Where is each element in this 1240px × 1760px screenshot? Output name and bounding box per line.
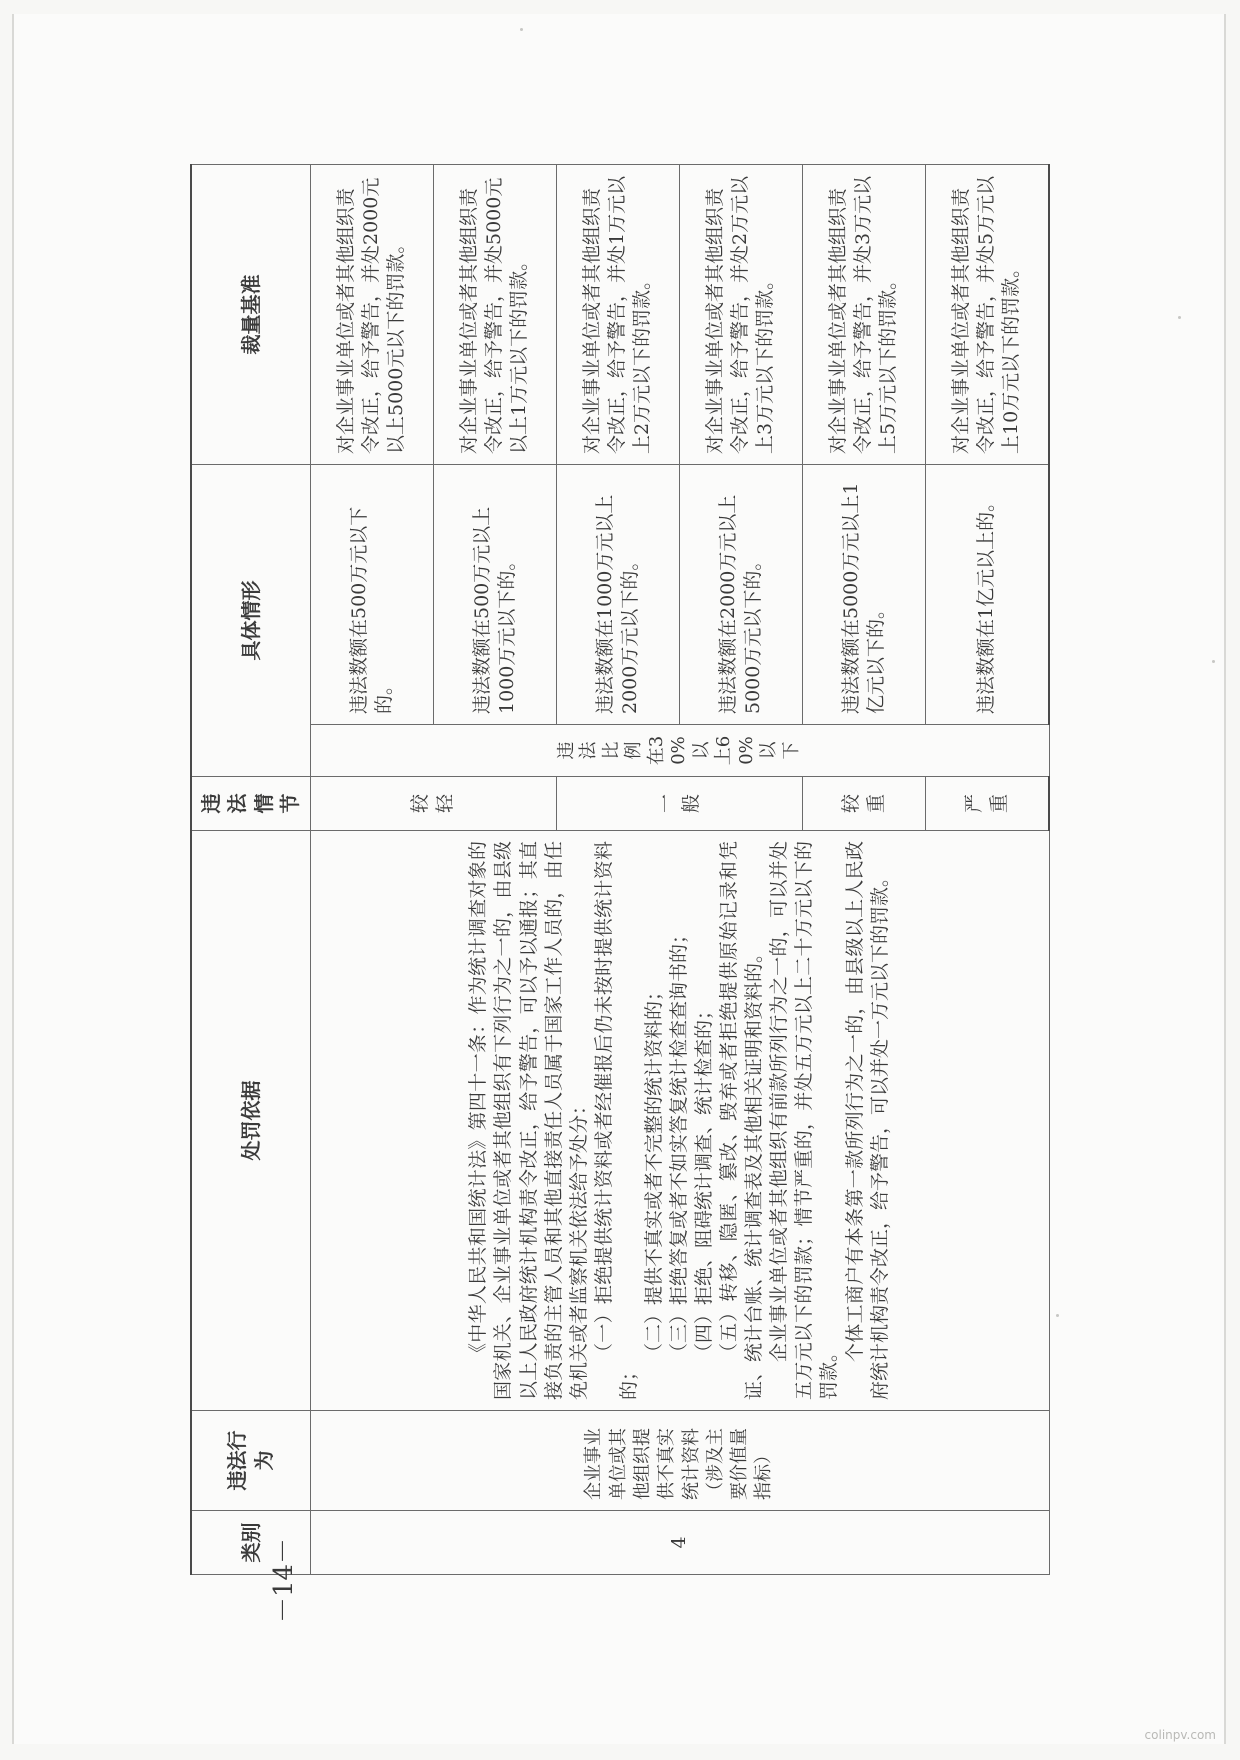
detail-cell: 违法数额在1000万元以上2000万元以下的。	[556, 465, 679, 725]
circumstance-general: 一般	[556, 777, 802, 831]
penalty-discretion-table	[190, 164, 1050, 1575]
violation-act: 企业事业单位或其他组织提供不真实统计资料（涉及主要价值量指标）	[310, 1411, 1049, 1511]
category-number: 4	[310, 1511, 1049, 1575]
penalty-basis	[310, 831, 1049, 1411]
rotated-page-content	[180, 175, 1060, 1595]
scan-speck	[1212, 660, 1215, 663]
basis-paragraph: （一）拒绝提供统计资料或者经催报后仍未按时提供统计资料的；	[592, 841, 640, 1400]
detail-cell: 违法数额在1亿元以上的。	[925, 465, 1049, 725]
header-category: 类别	[191, 1511, 310, 1575]
standard-cell: 对企业事业单位或者其他组织责令改正，给予警告，并处1万元以上2万元以下的罚款。	[556, 165, 679, 465]
header-act: 违法行为	[191, 1411, 310, 1511]
scan-right-edge	[1224, 14, 1226, 1744]
page-number	[262, 1520, 302, 1640]
basis-paragraph: （三）拒绝答复或者不如实答复统计检查查询书的；	[667, 924, 690, 1362]
scan-speck	[1056, 1314, 1059, 1317]
standard-cell: 对企业事业单位或者其他组织责令改正，给予警告，并处2000元以上5000元以下的罚款。	[310, 165, 433, 465]
detail-cell: 违法数额在5000万元以上1亿元以下的。	[802, 465, 925, 725]
header-basis: 处罚依据	[191, 831, 310, 1411]
header-circumstance: 违法情节	[191, 777, 310, 831]
basis-paragraph: （二）提供不真实或者不完整的统计资料的；	[642, 981, 665, 1362]
table-header-row	[191, 165, 310, 1575]
circumstance-heavier: 较重	[802, 777, 925, 831]
watermark-text: colinpv.com	[1144, 1728, 1216, 1742]
header-detail: 具体情形	[191, 465, 310, 777]
basis-paragraph: 企业事业单位或者其他组织有前款所列行为之一的，可以并处五万元以下的罚款；情节严重的，并处五万元以上二十万元以下的罚款。	[768, 841, 841, 1400]
header-standard: 裁量基准	[191, 165, 310, 465]
detail-cell: 违法数额在500万元以下的。	[310, 465, 433, 725]
scan-left-edge	[12, 14, 14, 1744]
table-row	[310, 165, 433, 1575]
basis-paragraph: 个体工商户有本条第一款所列行为之一的，由县级以上人民政府统计机构责令改正，给予警告，可以并处一万元以下的罚款。	[843, 841, 891, 1400]
circumstance-serious: 严重	[925, 777, 1049, 831]
violation-ratio: 违法比例在30%以上60%以下	[310, 725, 1049, 777]
scan-speck	[520, 28, 523, 31]
scan-speck	[1178, 316, 1181, 319]
detail-cell: 违法数额在2000万元以上5000万元以下的。	[679, 465, 802, 725]
detail-cell: 违法数额在500万元以上1000万元以下的。	[433, 465, 556, 725]
basis-paragraph: （四）拒绝、阻碍统计调查、统计检查的；	[693, 1000, 716, 1362]
standard-cell: 对企业事业单位或者其他组织责令改正，给予警告，并处5000元以上1万元以下的罚款。	[433, 165, 556, 465]
page-number-text: －14－	[269, 1537, 300, 1623]
basis-paragraph: 《中华人民共和国统计法》第四十一条：作为统计调查对象的国家机关、企业事业单位或者其他组织有下列行为之一的，由县级以上人民政府统计机构责令改正，给予警告，可以予以通报；其直接负责的主管人员和其他直接责任人员属于国家工作人员的，由任免机关或者监察机关依法给予处分：	[467, 841, 590, 1400]
basis-paragraph: （五）转移、隐匿、篡改、毁弃或者拒绝提供原始记录和凭证、统计台账、统计调查表及其他相关证明和资料的。	[718, 841, 766, 1400]
standard-cell: 对企业事业单位或者其他组织责令改正，给予警告，并处2万元以上3万元以下的罚款。	[679, 165, 802, 465]
circumstance-light: 较轻	[310, 777, 556, 831]
standard-cell: 对企业事业单位或者其他组织责令改正，给予警告，并处3万元以上5万元以下的罚款。	[802, 165, 925, 465]
standard-cell: 对企业事业单位或者其他组织责令改正，给予警告，并处5万元以上10万元以下的罚款。	[925, 165, 1049, 465]
